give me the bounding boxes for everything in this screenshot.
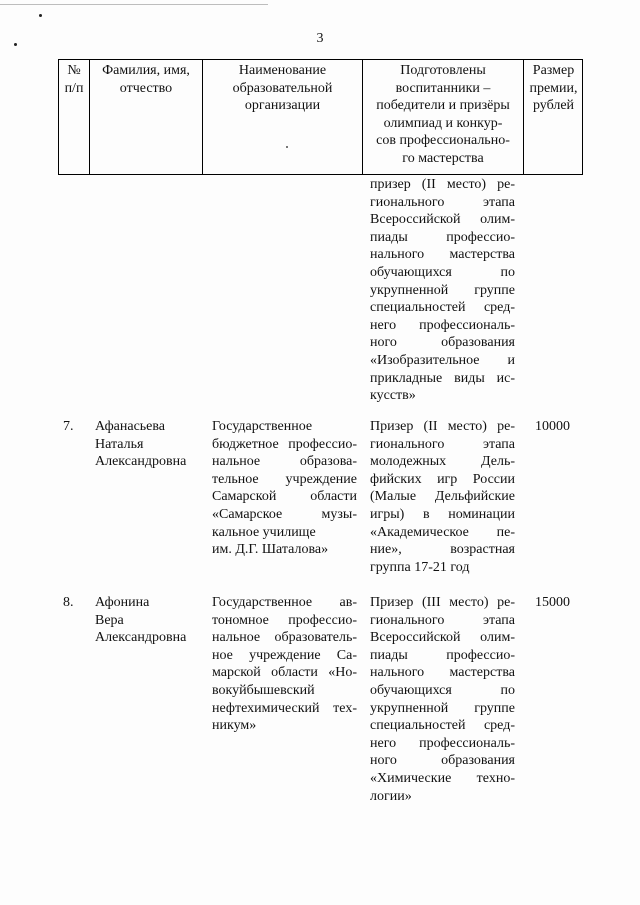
header-organization: Наименование образовательной организации [232, 63, 333, 113]
text-line: вокуйбышевский [212, 682, 315, 698]
text-line: нального мастерства [370, 247, 515, 263]
text-line: фийских игр России [370, 471, 515, 487]
text-line: ного образования [370, 335, 515, 351]
text-line: нефтехимический тех- [212, 700, 357, 716]
text-line: гионального этапа [370, 436, 515, 452]
text-line: «Химические техно- [370, 770, 515, 786]
text-line: ние», возрастная [370, 542, 515, 558]
header-prize: Размер премии, рублей [529, 63, 578, 113]
scan-mark [286, 146, 288, 148]
text-line: гионального этапа [370, 612, 515, 628]
text-line: (Малые Дельфийские [370, 489, 515, 505]
text-line: нальное образова- [212, 454, 357, 470]
text-line: гионального этапа [370, 194, 515, 210]
text-line: им. Д.Г. Шаталова» [212, 542, 329, 558]
row-8-prize: 15000 [535, 595, 570, 610]
text-line: Всероссийской олим- [370, 630, 515, 646]
row-7-number: 7. [63, 419, 74, 434]
text-line: Государственное [212, 419, 313, 434]
scan-dot [14, 43, 17, 46]
text-line: «Самарское музы- [212, 506, 357, 522]
text-line: Призер (II место) ре- [370, 419, 515, 434]
text-line: тономное профессио- [212, 612, 357, 628]
row-7-organization [212, 418, 357, 559]
text-line: группа 17-21 год [370, 559, 470, 575]
text-line: игры) в номинации [370, 506, 515, 522]
text-line: ного образования [370, 753, 515, 769]
text-line: логии» [370, 788, 412, 804]
header-prepared: Подготовлены воспитанники – победители и призёры олимпиад и конкур- сов профессионально- го мастерства [376, 63, 510, 166]
text-line: тельное учреждение [212, 471, 357, 487]
row-8-number: 8. [63, 595, 74, 610]
text-line: нальное образователь- [212, 630, 357, 646]
text-line: пиады профессио- [370, 647, 515, 663]
row-7-prize: 10000 [535, 419, 570, 434]
text-line: пиады профессио- [370, 229, 515, 245]
header-name: Фамилия, имя, отчество [102, 63, 190, 96]
top-rule [0, 4, 268, 5]
scan-dot [39, 14, 42, 17]
text-line: укрупненной группе [370, 700, 515, 716]
row-7-name: Афанасьева Наталья Александровна [95, 419, 187, 470]
text-line: молодежных Дель- [370, 454, 515, 470]
row-8-achievement [370, 594, 515, 805]
text-line: «Изобразительное и [370, 352, 515, 368]
page-number: 3 [316, 31, 324, 46]
row-7-achievement [370, 418, 515, 576]
text-line: нального мастерства [370, 665, 515, 681]
text-line: «Академическое пе- [370, 524, 515, 540]
row-8-organization [212, 594, 357, 735]
text-line: кальное училище [212, 524, 316, 540]
text-line: обучающихся по [370, 264, 515, 280]
text-line: него профессиональ- [370, 735, 515, 751]
text-line: ное учреждение Са- [212, 647, 357, 663]
continuation-achievement [370, 176, 515, 405]
header-num: № п/п [64, 63, 84, 96]
text-line: укрупненной группе [370, 282, 515, 298]
text-line: бюджетное профессио- [212, 436, 357, 452]
text-line: Самарской области [212, 489, 357, 505]
text-line: Всероссийской олим- [370, 212, 515, 228]
text-line: обучающихся по [370, 682, 515, 698]
row-8-name: Афонина Вера Александровна [95, 595, 187, 646]
text-line: Государственное ав- [212, 595, 357, 610]
text-line: никум» [212, 718, 257, 734]
text-line: специальностей сред- [370, 300, 515, 316]
text-line: него профессиональ- [370, 317, 515, 333]
text-line: специальностей сред- [370, 718, 515, 734]
text-line: марской области «Но- [212, 665, 357, 681]
text-line: прикладные виды ис- [370, 370, 515, 386]
text-line: призер (II место) ре- [370, 177, 515, 192]
text-line: кусств» [370, 388, 416, 404]
text-line: Призер (III место) ре- [370, 595, 515, 610]
